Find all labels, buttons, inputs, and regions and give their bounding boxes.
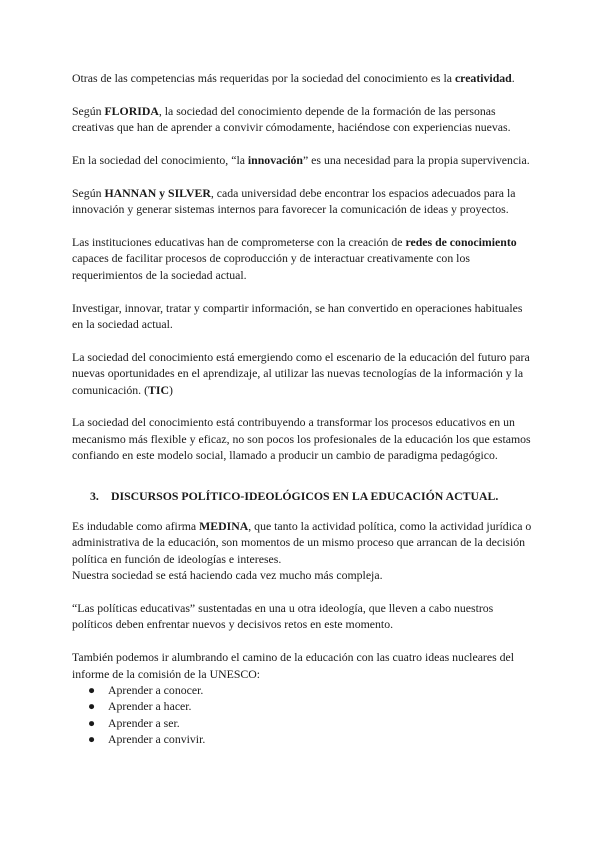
list-item: [88, 731, 532, 747]
text-run: Las instituciones educativas han de comprometerse con la creación de: [72, 235, 406, 249]
bold-term: TIC: [148, 382, 169, 397]
paragraph-tic: [72, 349, 532, 398]
text-run: Según: [72, 185, 105, 200]
text-run: La sociedad del conocimiento está emergiendo como el escenario de la educación del futuro para nuevas oportunidades en el aprendizaje, al utilizar las nuevas tecnologías de la información y la comunicación. (: [72, 349, 530, 397]
paragraph-investigar: Investigar, innovar, tratar y compartir información, se han convertido en operaciones habituales en la sociedad actual.: [72, 300, 523, 332]
paragraph-politicas: “Las políticas educativas” sustentadas en una u otra ideología, que lleven a cabo nuestros políticos deben enfrentar nuevos y decisivos retos en este momento.: [72, 601, 494, 632]
paragraph-florida: [72, 103, 532, 136]
text-run: Según: [72, 103, 105, 118]
bold-term: redes de conocimiento: [405, 235, 517, 249]
document-body: [72, 70, 532, 748]
list-item-text: Aprender a conocer.: [108, 683, 204, 698]
section-number: 3.: [90, 488, 99, 503]
paragraph-compleja: Nuestra sociedad se está haciendo cada vez mucho más compleja.: [72, 568, 383, 583]
section-heading: [72, 488, 532, 504]
paragraph-unesco: También podemos ir alumbrando el camino de la educación con las cuatro ideas nucleares del informe de la comisión de la UNESCO:: [72, 650, 515, 681]
text-run: , cada universidad debe encontrar los espacios adecuados para la innovación y generar sistemas internos para favorecer la comunicación de ideas y proyectos.: [72, 185, 516, 217]
text-run: Es indudable como afirma: [72, 519, 200, 534]
text-run: Otras de las competencias más requeridas por la sociedad del conocimiento es la: [72, 71, 455, 85]
bullet-icon: ●: [88, 699, 96, 714]
text-run: , la sociedad del conocimiento depende de la formación de las personas creativas que han de aprender a convivir cómodamente, haciéndose con experiencias nuevas.: [72, 103, 511, 135]
list-item-text: Aprender a ser.: [108, 715, 180, 730]
bold-term: FLORIDA: [104, 103, 159, 118]
bold-term: innovación: [247, 153, 303, 167]
unesco-list: [72, 682, 532, 748]
paragraph-hannan-silver: [72, 185, 532, 218]
paragraph-redes: [72, 234, 532, 283]
text-run: ” es una necesidad para la propia supervivencia.: [302, 153, 530, 167]
section-title: DISCURSOS POLÍTICO-IDEOLÓGICOS EN LA EDUCACIÓN ACTUAL.: [110, 488, 499, 503]
text-run: En la sociedad del conocimiento, “la: [72, 153, 248, 167]
list-item: [88, 715, 532, 731]
text-run: ): [168, 382, 173, 397]
text-run: .: [511, 71, 515, 85]
paragraph-medina: [72, 518, 532, 567]
list-item-text: Aprender a hacer.: [108, 699, 192, 714]
bold-term: HANNAN y SILVER: [104, 185, 211, 200]
paragraph-innovacion: [72, 152, 532, 168]
bullet-icon: ●: [88, 715, 96, 730]
list-item-text: Aprender a convivir.: [108, 732, 206, 747]
bold-term: MEDINA: [199, 519, 249, 534]
paragraph-creatividad: [72, 70, 532, 86]
text-run: capaces de facilitar procesos de coproducción y de interactuar creativamente con los requerimientos de la sociedad actual.: [72, 251, 470, 282]
bullet-icon: ●: [88, 732, 96, 747]
list-item: [88, 698, 532, 714]
bullet-icon: ●: [88, 683, 96, 698]
bold-term: creatividad: [454, 71, 512, 85]
list-item: [88, 682, 532, 698]
paragraph-paradigma: La sociedad del conocimiento está contribuyendo a transformar los procesos educativos en un mecanismo más flexible y eficaz, no son pocos los profesionales de la educación los que estamos confiando en este modelo social, llamado a producir un cambio de paradigma pedagógico.: [72, 415, 531, 463]
text-run: , que tanto la actividad política, como la actividad jurídica o administrativa de la educación, son momentos de un mismo proceso que arrancan de la decisión política en función de ideologías e intereses.: [72, 519, 532, 566]
